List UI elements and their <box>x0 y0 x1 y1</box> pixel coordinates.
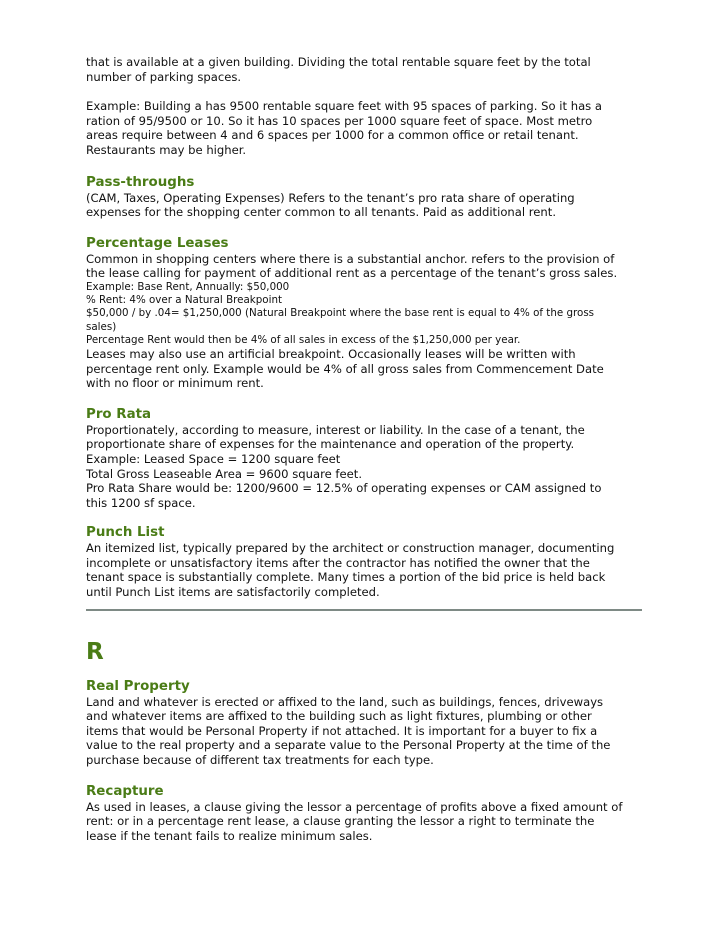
document-page <box>86 55 642 843</box>
text-line: Restaurants may be higher. <box>86 142 247 157</box>
heading-punch-list: Punch List <box>86 525 165 541</box>
text-line: this 1200 sf space. <box>86 495 196 510</box>
example-line: % Rent: 4% over a Natural Breakpoint <box>86 294 283 307</box>
heading-recapture: Recapture <box>86 783 164 799</box>
heading-percentage-leases: Percentage Leases <box>86 235 229 251</box>
text-line: expenses for the shopping center common to all tenants. Paid as additional rent. <box>86 205 556 220</box>
text-line: proportionate share of expenses for the maintenance and operation of the property. <box>86 437 575 452</box>
text-line: Example: Leased Space = 1200 square feet <box>86 451 341 466</box>
example-line: Percentage Rent would then be 4% of all sales in excess of the $1,250,000 per year. <box>86 333 521 346</box>
text-line: that is available at a given building. Dividing the total rentable square feet by the total <box>86 55 591 69</box>
heading-pass-throughs: Pass-throughs <box>86 174 195 190</box>
text-line: ration of 95/9500 or 10. So it has 10 spaces per 1000 square feet of space. Most metro <box>86 113 593 128</box>
section-letter: R <box>86 638 104 665</box>
intro-paragraph-2 <box>86 99 642 157</box>
text-line: number of parking spaces. <box>86 69 242 84</box>
text-line: Example: Building a has 9500 rentable square feet with 95 spaces of parking. So it has a <box>86 99 603 114</box>
text-line: tenant space is substantially complete. Many times a portion of the bid price is held back <box>86 570 606 585</box>
heading-pro-rata: Pro Rata <box>86 406 152 422</box>
section-divider <box>86 609 642 611</box>
text-line: An itemized list, typically prepared by the architect or construction manager, documenting <box>86 541 615 556</box>
example-line: $50,000 / by .04= $1,250,000 (Natural Breakpoint where the base rent is equal to 4% of the gross <box>86 307 595 320</box>
intro-paragraph-1 <box>86 55 642 84</box>
text-line: until Punch List items are satisfactorily completed. <box>86 585 380 600</box>
text-line: and whatever items are affixed to the building such as light fixtures, plumbing or other <box>86 709 592 724</box>
text-line: rent: or in a percentage rent lease, a clause granting the lessor a right to terminate the <box>86 814 595 829</box>
text-line: the lease calling for payment of additional rent as a percentage of the tenant’s gross sales. <box>86 266 618 281</box>
text-line: lease if the tenant fails to realize minimum sales. <box>86 828 373 843</box>
example-line: Example: Base Rent, Annually: $50,000 <box>86 280 290 293</box>
text-line: Pro Rata Share would be: 1200/9600 = 12.5% of operating expenses or CAM assigned to <box>86 481 602 496</box>
text-line: with no floor or minimum rent. <box>86 376 264 391</box>
text-line: items that would be Personal Property if not attached. It is important for a buyer to fix a <box>86 723 598 738</box>
text-line: Total Gross Leaseable Area = 9600 square feet. <box>86 466 363 481</box>
text-line: value to the real property and a separate value to the Personal Property at the time of the <box>86 738 611 753</box>
heading-real-property: Real Property <box>86 678 190 694</box>
text-line: percentage rent only. Example would be 4% of all gross sales from Commencement Date <box>86 361 604 376</box>
text-line: Common in shopping centers where there is a substantial anchor. refers to the provision of <box>86 251 615 266</box>
text-line: Land and whatever is erected or affixed to the land, such as buildings, fences, driveways <box>86 694 604 709</box>
text-line: areas require between 4 and 6 spaces per 1000 for a common office or retail tenant. <box>86 128 579 143</box>
example-line: sales) <box>86 320 117 333</box>
text-line: As used in leases, a clause giving the lessor a percentage of profits above a fixed amount of <box>86 799 623 814</box>
text-line: purchase because of different tax treatments for each type. <box>86 753 434 768</box>
text-line: Leases may also use an artificial breakpoint. Occasionally leases will be written with <box>86 346 576 361</box>
text-line: incomplete or unsatisfactory items after the contractor has notified the owner that the <box>86 555 590 570</box>
text-line: Proportionately, according to measure, interest or liability. In the case of a tenant, the <box>86 422 585 437</box>
text-line: (CAM, Taxes, Operating Expenses) Refers to the tenant’s pro rata share of operating <box>86 190 575 205</box>
